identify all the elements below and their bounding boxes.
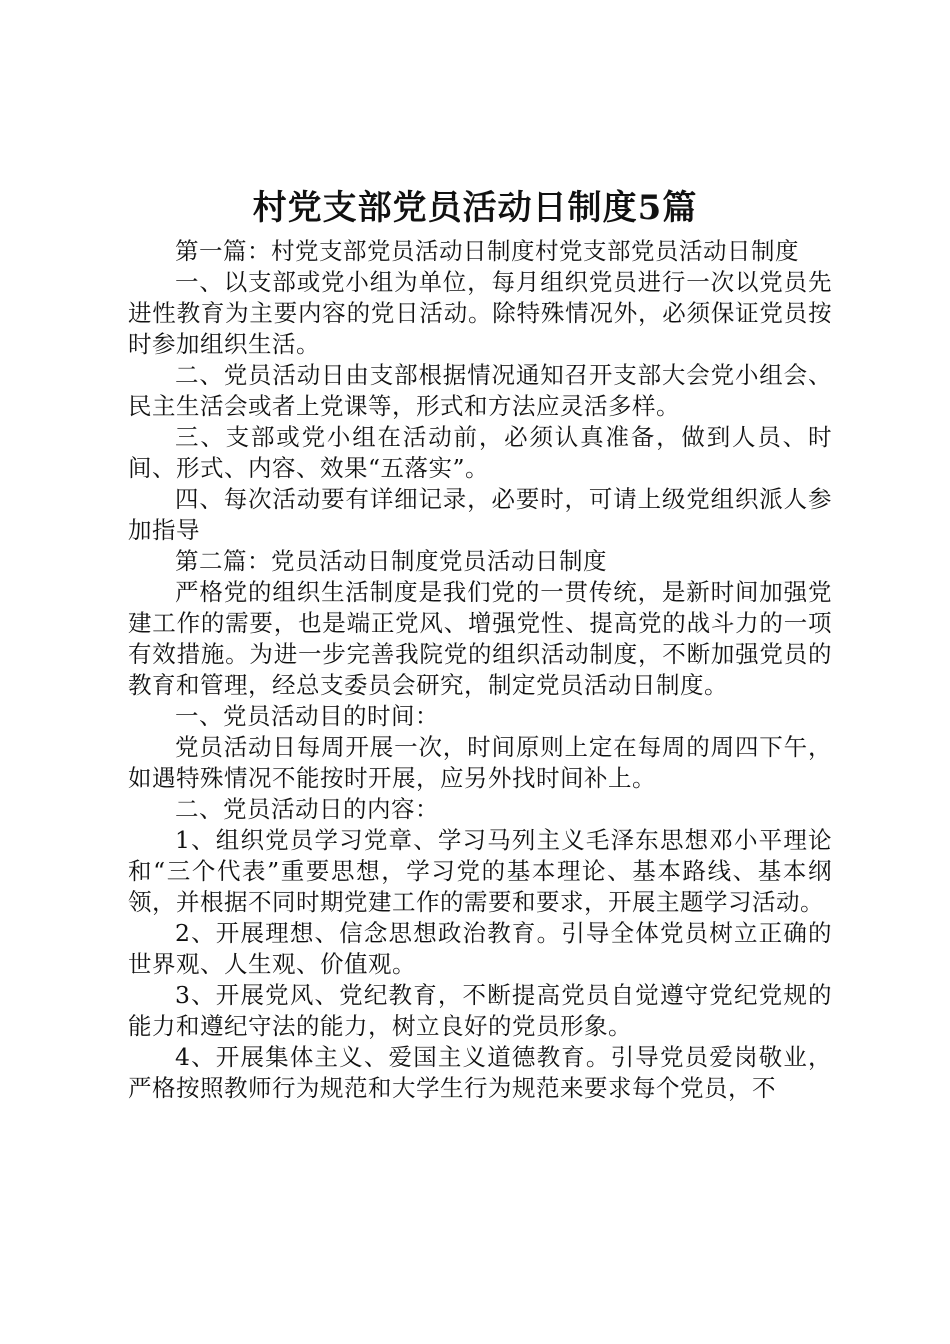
paragraph-13: 3、开展党风、党纪教育，不断提高党员自觉遵守党纪党规的能力和遵纪守法的能力，树立良好的党员形象。: [128, 981, 832, 1040]
document-body: [128, 236, 832, 1104]
paragraph-7: 严格党的组织生活制度是我们党的一贯传统，是新时间加强党建工作的需要，也是端正党风、增强党性、提高党的战斗力的一项有效措施。为进一步完善我院党的组织活动制度，不断加强党员的教育和管理，经总支委员会研究，制定党员活动日制度。: [128, 578, 832, 699]
paragraph-4: 三、支部或党小组在活动前，必须认真准备，做到人员、时间、形式、内容、效果“五落实”。: [128, 423, 832, 482]
paragraph-10: 二、党员活动日的内容：: [175, 795, 439, 823]
paragraph-6: 第二篇：党员活动日制度党员活动日制度: [175, 547, 607, 575]
paragraph-11: 1、组织党员学习党章、学习马列主义毛泽东思想邓小平理论和“三个代表”重要思想，学习党的基本理论、基本路线、基本纲领，并根据不同时期党建工作的需要和要求，开展主题学习活动。: [128, 826, 832, 916]
paragraph-8: 一、党员活动目的时间：: [175, 702, 439, 730]
paragraph-14: 4、开展集体主义、爱国主义道德教育。引导党员爱岗敬业，严格按照教师行为规范和大学生行为规范来要求每个党员，不: [128, 1043, 832, 1102]
paragraph-5: 四、每次活动要有详细记录，必要时，可请上级党组织派人参加指导: [128, 485, 832, 544]
document-title: 村党支部党员活动日制度5篇: [252, 188, 698, 228]
paragraph-1: 第一篇：村党支部党员活动日制度村党支部党员活动日制度: [175, 237, 799, 265]
paragraph-2: 一、以支部或党小组为单位，每月组织党员进行一次以党员先进性教育为主要内容的党日活动。除特殊情况外，必须保证党员按时参加组织生活。: [128, 268, 832, 358]
paragraph-9: 党员活动日每周开展一次，时间原则上定在每周的周四下午，如遇特殊情况不能按时开展，应另外找时间补上。: [128, 733, 832, 792]
paragraph-12: 2、开展理想、信念思想政治教育。引导全体党员树立正确的世界观、人生观、价值观。: [128, 919, 832, 978]
paragraph-3: 二、党员活动日由支部根据情况通知召开支部大会党小组会、民主生活会或者上党课等，形式和方法应灵活多样。: [128, 361, 832, 420]
